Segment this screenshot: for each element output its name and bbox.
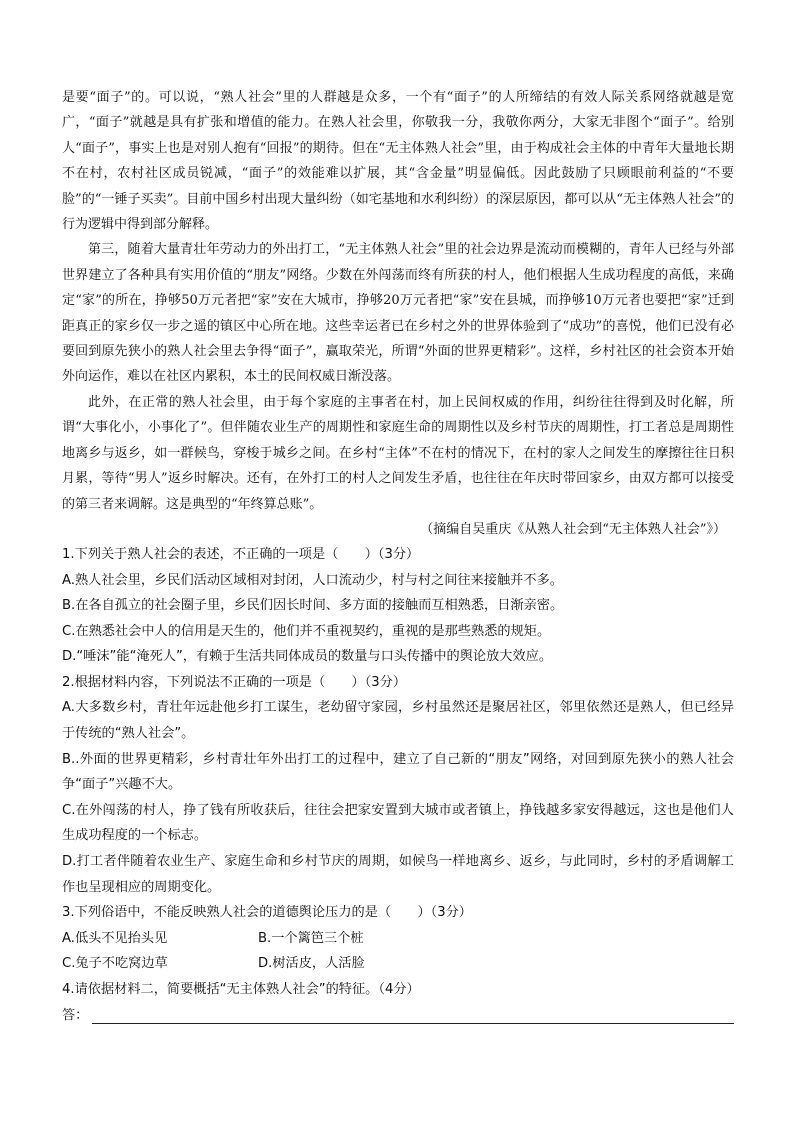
question-2-option-a: A.大多数乡村，青壮年远赴他乡打工谋生，老幼留守家园，乡村虽然还是聚居社区，邻里依然还是熟人，但已经异于传统的“熟人社会”。 xyxy=(62,700,734,742)
passage-paragraph-3: 此外，在正常的熟人社会里，由于每个家庭的主事者在村，加上民间权威的作用，纠纷往往得到及时化解，所谓“大事化小，小事化了”。但伴随农业生产的周期性和家庭生命的周期性以及乡村节庆的周期性，打工者总是周期性地离乡与返乡，如一群候鸟，穿梭于城乡之间。在乡村“主体”不在村的情况下，在村的家人之间发生的摩擦往往日积月累，等待“男人”返乡时解决。还有，在外打工的村人之间发生矛盾，也往往在年庆时带回家乡，由双方都可以接受的第三者来调解。这是典型的“年终算总账”。 xyxy=(62,394,734,512)
page-content xyxy=(62,85,734,1028)
passage-paragraph-1: 是要“面子”的。可以说，“熟人社会”里的人群越是众多，一个有“面子”的人所缔结的有效人际关系网络就越是宽广，“面子”就越是具有扩张和增值的能力。在熟人社会里，你敬我一分，我敬你两分，大家无非图个“面子”。给别人“面子”，事实上也是对别人抱有“回报”的期待。但在“无主体熟人社会”里，由于构成社会主体的中青年大量地长期不在村，农村社区成员锐减，“面子”的效能难以扩展，其“含金量”明显偏低。因此鼓励了只顾眼前利益的“不要脸”的“一锤子买卖”。目前中国乡村出现大量纠纷（如宅基地和水利纠纷）的深层原因，都可以从“无主体熟人社会”的行为逻辑中得到部分解释。 xyxy=(62,90,734,233)
question-3-option-d: D.树活皮，人活脸 xyxy=(258,956,365,972)
question-2-option-d: D.打工者伴随着农业生产、家庭生命和乡村节庆的周期，如候鸟一样地离乡、返乡，与此同时，乡村的矛盾调解工作也呈现相应的周期变化。 xyxy=(62,854,734,895)
question-4-answer-row xyxy=(62,1003,734,1029)
question-3-option-b: B.一个篱笆三个桩 xyxy=(258,930,364,946)
question-4-stem: 4.请依据材料二，简要概括“无主体熟人社会”的特征。（4分） xyxy=(62,982,420,997)
question-1-stem: 1.下列关于熟人社会的表述，不正确的一项是（ ）（3分） xyxy=(62,546,420,562)
question-3-options-row-2 xyxy=(62,951,734,977)
question-3-stem: 3.下列俗语中，不能反映熟人社会的道德舆论压力的是（ ）（3分） xyxy=(62,905,472,921)
question-2-stem: 2.根据材料内容，下列说法不正确的一项是（ ）（3分） xyxy=(62,674,407,690)
question-1-option-a: A.熟人社会里，乡民们活动区域相对封闭，人口流动少，村与村之间往来接触并不多。 xyxy=(62,572,563,588)
question-3 xyxy=(62,900,734,977)
answer-label: 答： xyxy=(62,1007,89,1023)
question-2-option-b: B..外面的世界更精彩，乡村青壮年外出打工的过程中，建立了自己新的“朋友”网络，对回到原先狭小的熟人社会争“面子”兴趣不大。 xyxy=(62,751,734,793)
question-4 xyxy=(62,977,734,1028)
question-2-option-c: C.在外闯荡的村人，挣了钱有所收获后，往往会把家安置到大城市或者镇上，挣钱越多家安得越远，这也是他们人生成功程度的一个标志。 xyxy=(62,802,734,844)
question-1-option-d: D.“唾沫”能“淹死人”，有赖于生活共同体成员的数量与口头传播中的舆论放大效应。 xyxy=(62,649,553,665)
answer-blank-line[interactable] xyxy=(92,1005,734,1024)
question-3-option-c: C.兔子不吃窝边草 xyxy=(62,956,168,972)
question-1 xyxy=(62,542,734,670)
question-1-option-c: C.在熟悉社会中人的信用是天生的，他们并不重视契约，重视的是那些熟悉的规矩。 xyxy=(62,623,551,639)
question-1-option-b: B.在各自孤立的社会圈子里，乡民们因长时间、多方面的接触而互相熟悉，日渐亲密。 xyxy=(62,598,564,614)
passage-source: （摘编自吴重庆《从熟人社会到“无主体熟人社会”》） xyxy=(420,521,726,537)
passage-paragraph-2: 第三，随着大量青壮年劳动力的外出打工，“无主体熟人社会”里的社会边界是流动而模糊的，青年人已经与外部世界建立了各种具有实用价值的“朋友”网络。少数在外闯荡而终有所获的村人，他们根据人生成功程度的高低，来确定“家”的所在，挣够50万元者把“家”安在大城市，挣够20万元者把“家”安在县城，而挣够10万元者也要把“家”迁到距真正的家乡仅一步之遥的镇区中心所在地。这些幸运者已在乡村之外的世界体验到了“成功”的喜悦，他们已没有必要回到原先狭小的熟人社会里去争得“面子”，赢取荣光，所谓“外面的世界更精彩”。这样，乡村社区的社会资本开始外向运作，难以在社区内累积，本土的民间权威日渐没落。 xyxy=(62,242,734,385)
question-2 xyxy=(62,670,734,900)
question-3-options-row-1 xyxy=(62,926,734,952)
question-3-option-a: A.低头不见抬头见 xyxy=(62,930,168,946)
